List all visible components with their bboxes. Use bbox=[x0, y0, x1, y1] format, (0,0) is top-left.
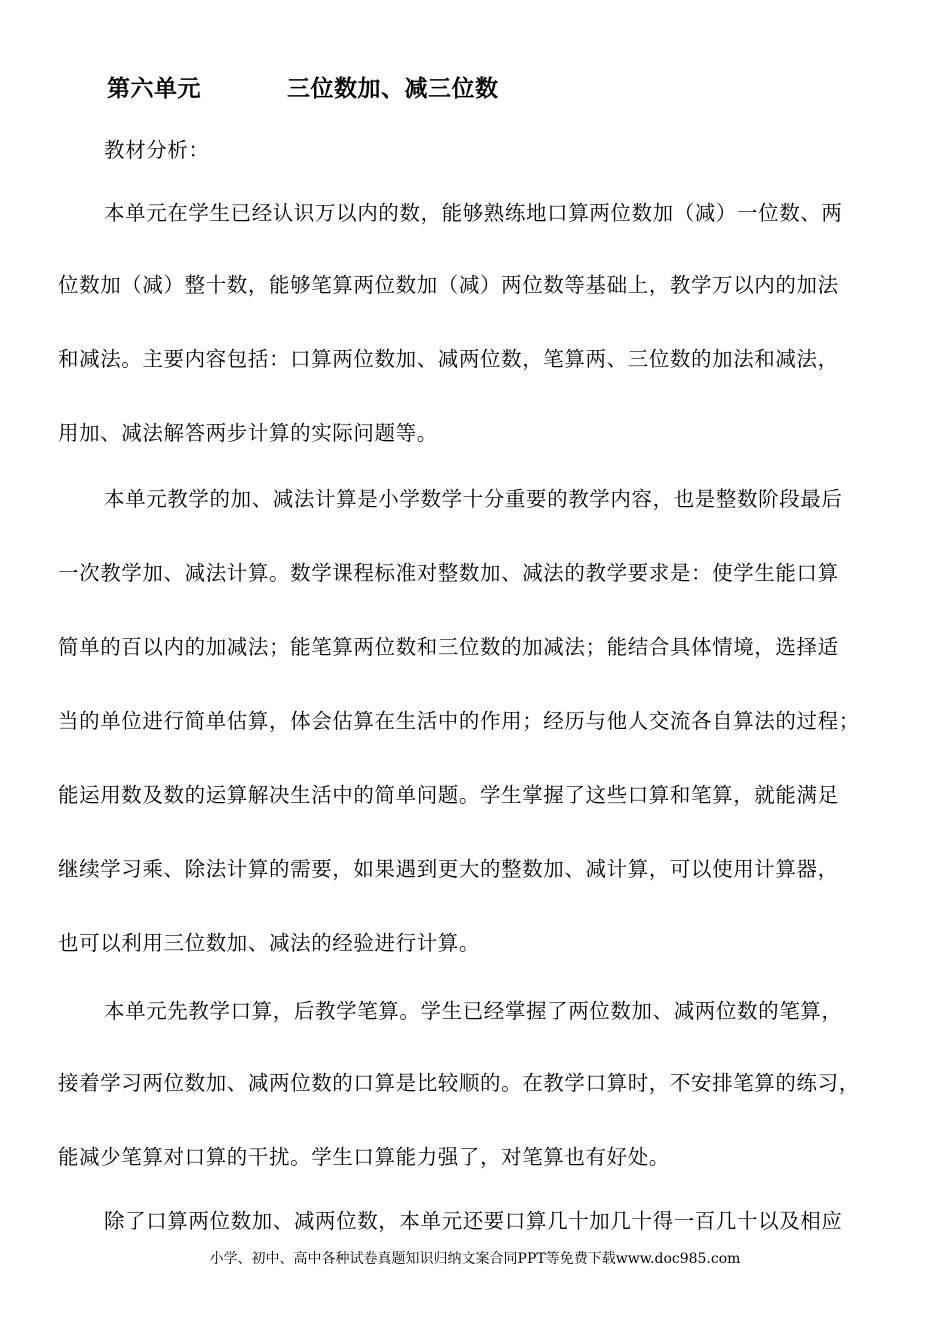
paragraph-line: 能运用数及数的运算解决生活中的简单问题。学生掌握了这些口算和笔算，就能满足 bbox=[58, 783, 839, 807]
paragraph-line: 除了口算两位数加、减两位数，本单元还要口算几十加几十得一百几十以及相应 bbox=[104, 1209, 843, 1233]
page-footer: 小学、初中、高中各种试卷真题知识归纳文案合同PPT等免费下载www.doc985.com bbox=[209, 1251, 741, 1267]
topic-label: 三位数加、减三位数 bbox=[287, 75, 499, 102]
paragraph-line: 和减法。主要内容包括：口算两位数加、减两位数，笔算两、三位数的加法和减法， bbox=[58, 347, 839, 371]
paragraph-line: 简单的百以内的加减法；能笔算两位数和三位数的加减法；能结合具体情境，选择适 bbox=[58, 635, 839, 659]
unit-label: 第六单元 bbox=[107, 75, 201, 102]
page-title bbox=[107, 70, 499, 103]
paragraph-line: 本单元先教学口算，后教学笔算。学生已经掌握了两位数加、减两位数的笔算， bbox=[104, 999, 843, 1023]
paragraph-line: 位数加（减）整十数，能够笔算两位数加（减）两位数等基础上，教学万以内的加法 bbox=[58, 273, 839, 297]
paragraph-line: 当的单位进行简单估算，体会估算在生活中的作用；经历与他人交流各自算法的过程； bbox=[58, 709, 860, 733]
paragraph-line: 接着学习两位数加、减两位数的口算是比较顺的。在教学口算时，不安排笔算的练习， bbox=[58, 1071, 860, 1095]
paragraph-line: 本单元在学生已经认识万以内的数，能够熟练地口算两位数加（减）一位数、两 bbox=[104, 201, 843, 225]
paragraph-line: 继续学习乘、除法计算的需要，如果遇到更大的整数加、减计算，可以使用计算器， bbox=[58, 857, 839, 881]
section-label: 教材分析： bbox=[104, 138, 210, 162]
paragraph-line: 能减少笔算对口算的干扰。学生口算能力强了，对笔算也有好处。 bbox=[58, 1145, 670, 1169]
paragraph-line: 一次教学加、减法计算。数学课程标准对整数加、减法的教学要求是：使学生能口算 bbox=[58, 561, 839, 585]
paragraph-line: 也可以利用三位数加、减法的经验进行计算。 bbox=[58, 931, 480, 955]
paragraph-line: 本单元教学的加、减法计算是小学数学十分重要的教学内容，也是整数阶段最后 bbox=[104, 487, 843, 511]
paragraph-line: 用加、减法解答两步计算的实际问题等。 bbox=[58, 421, 438, 445]
